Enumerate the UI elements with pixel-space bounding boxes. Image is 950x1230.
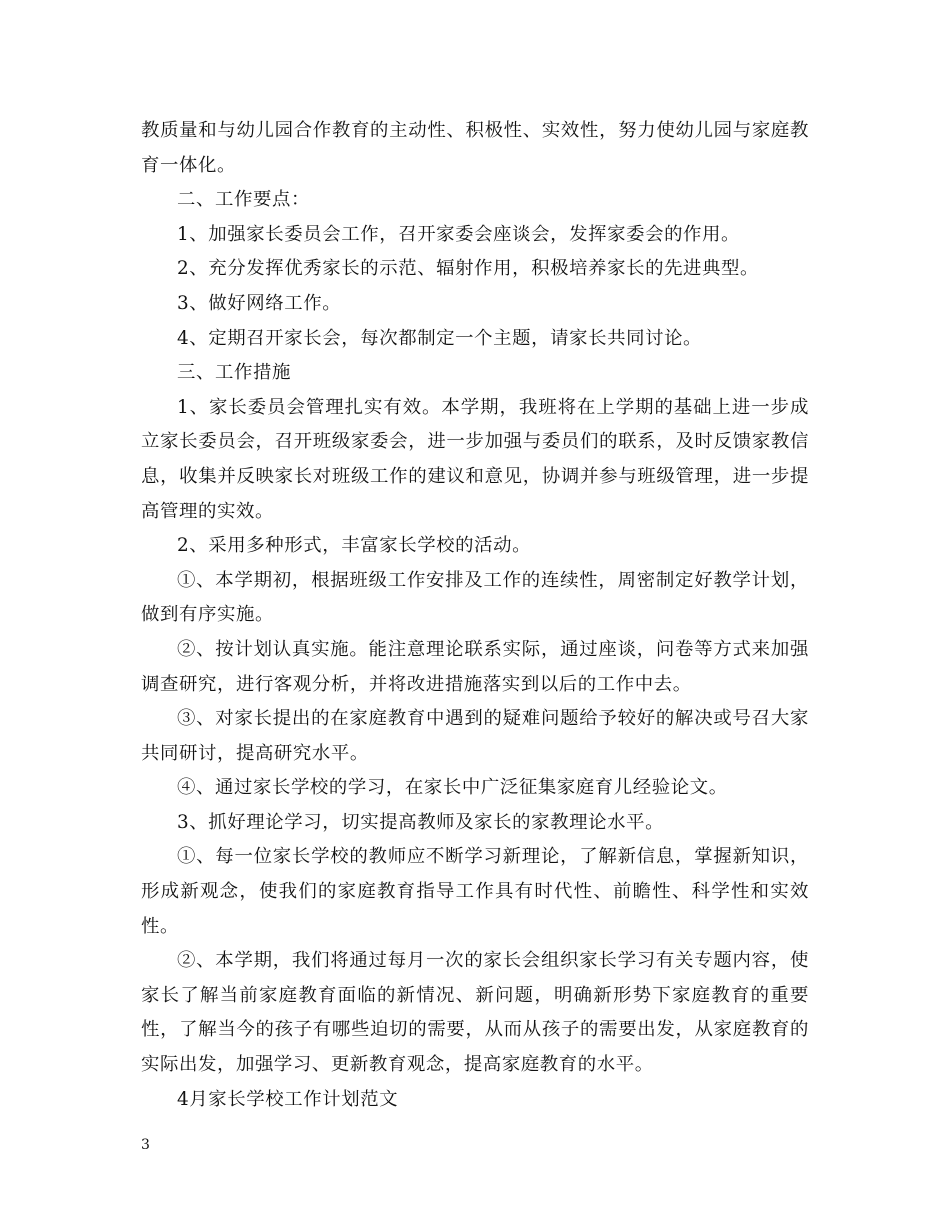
- sub-list-item: ②、按计划认真实施。能注意理论联系实际，通过座谈，问卷等方式来加强调查研究，进行客观分析，并将改进措施落实到以后的工作中去。: [141, 638, 809, 695]
- paragraph: 1、家长委员会管理扎实有效。本学期，我班将在上学期的基础上进一步成立家长委员会，召开班级家委会，进一步加强与委员们的联系，及时反馈家教信息，收集并反映家长对班级工作的建议和意见，协调并参与班级管理，进一步提高管理的实效。: [141, 396, 809, 522]
- list-item: 1、加强家长委员会工作，召开家委会座谈会，发挥家委会的作用。: [177, 223, 741, 245]
- list-item: 3、做好网络工作。: [177, 292, 342, 314]
- sub-list-item: ④、通过家长学校的学习，在家长中广泛征集家庭育儿经验论文。: [177, 777, 728, 799]
- document-title-line: 4月家长学校工作计划范文: [177, 1088, 399, 1110]
- sub-list-item: ②、本学期，我们将通过每月一次的家长会组织家长学习有关专题内容，使家长了解当前家庭教育面临的新情况、新问题，明确新形势下家庭教育的重要性，了解当今的孩子有哪些迫切的需要，从而从孩子的需要出发，从家庭教育的实际出发，加强学习、更新教育观念，提高家庭教育的水平。: [141, 950, 809, 1076]
- page-number: 3: [141, 1137, 150, 1153]
- document-body: [141, 114, 809, 1117]
- section-heading: 二、工作要点：: [177, 189, 310, 211]
- list-item: 2、采用多种形式，丰富家长学校的活动。: [177, 535, 532, 557]
- section-heading: 三、工作措施: [177, 362, 291, 384]
- list-item: 2、充分发挥优秀家长的示范、辐射作用，积极培养家长的先进典型。: [177, 258, 760, 280]
- list-item: 4、定期召开家长会，每次都制定一个主题，请家长共同讨论。: [177, 327, 703, 349]
- sub-list-item: ③、对家长提出的在家庭教育中遇到的疑难问题给予较好的解决或号召大家共同研讨，提高研究水平。: [141, 708, 809, 764]
- sub-list-item: ①、本学期初，根据班级工作安排及工作的连续性，周密制定好教学计划，做到有序实施。: [141, 569, 809, 626]
- paragraph: 教质量和与幼儿园合作教育的主动性、积极性、实效性，努力使幼儿园与家庭教育一体化。: [141, 120, 809, 176]
- list-item: 3、抓好理论学习，切实提高教师及家长的家教理论水平。: [177, 811, 665, 833]
- sub-list-item: ①、每一位家长学校的教师应不断学习新理论，了解新信息，掌握新知识，形成新观念，使我们的家庭教育指导工作具有时代性、前瞻性、科学性和实效性。: [141, 846, 809, 937]
